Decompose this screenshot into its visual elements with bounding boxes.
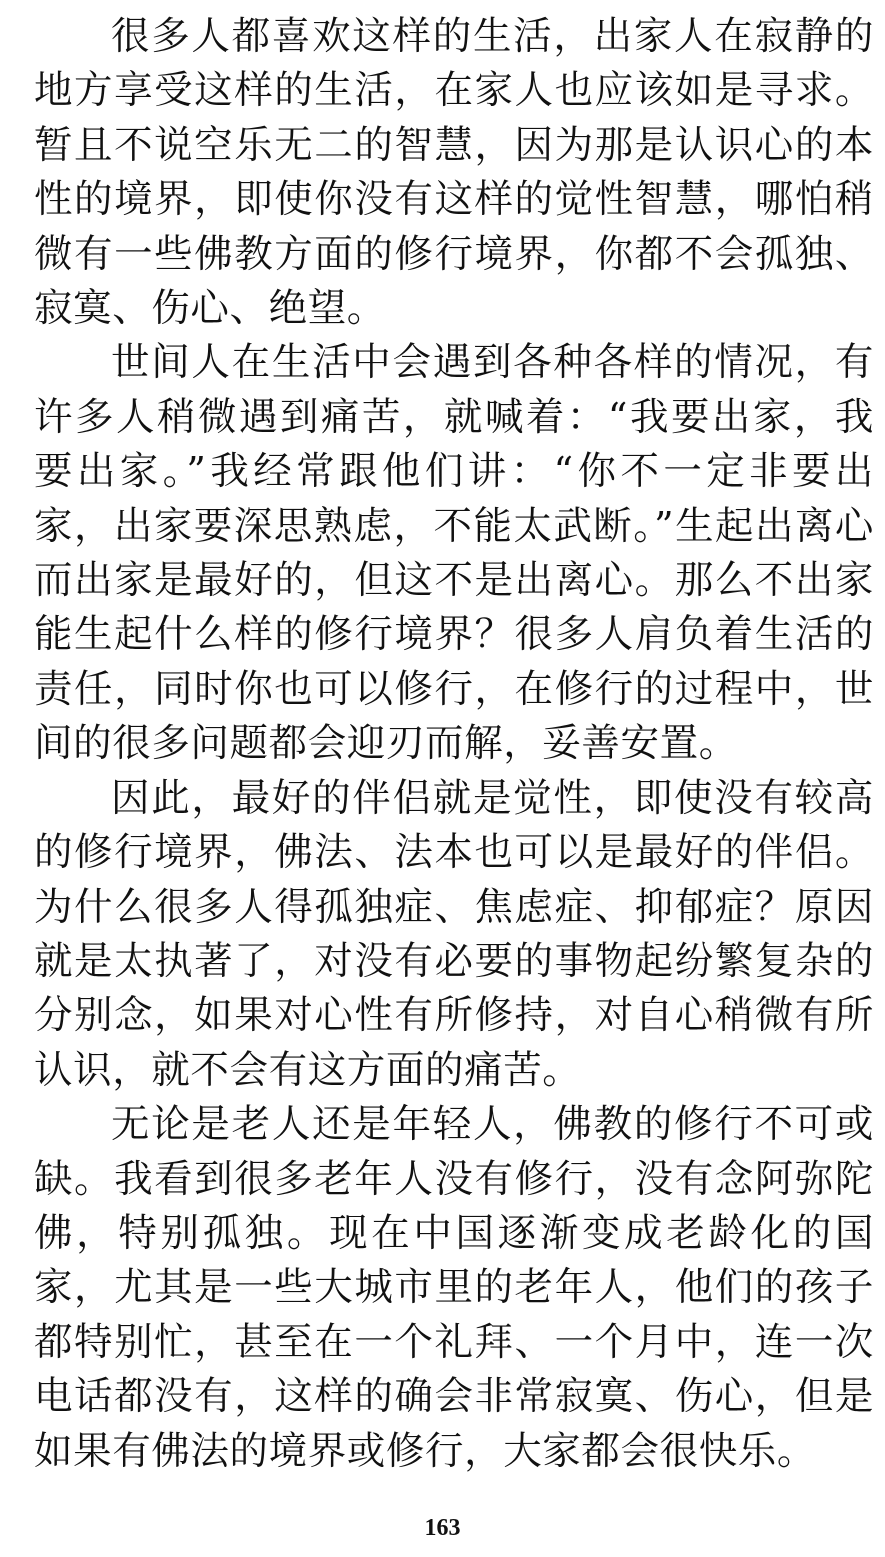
- paragraph-2: 世间人在生活中会遇到各种各样的情况，有许多人稍微遇到痛苦，就喊着：“我要出家，我要出家。”我经常跟他们讲：“你不一定非要出家，出家要深思熟虑，不能太武断。”生起出离心而出家是最好的，但这不是出离心。那么不出家能生起什么样的修行境界？很多人肩负着生活的责任，同时你也可以修行，在修行的过程中，世间的很多问题都会迎刃而解，妥善安置。: [34, 340, 874, 767]
- page-number: 163: [424, 1515, 461, 1541]
- paragraph-1: 很多人都喜欢这样的生活，出家人在寂静的地方享受这样的生活，在家人也应该如是寻求。暂且不说空乐无二的智慧，因为那是认识心的本性的境界，即使你没有这样的觉性智慧，哪怕稍微有一些佛教方面的修行境界，你都不会孤独、寂寞、伤心、绝望。: [34, 14, 874, 332]
- paragraph-4: 无论是老人还是年轻人，佛教的修行不可或缺。我看到很多老年人没有修行，没有念阿弥陀佛，特别孤独。现在中国逐渐变成老龄化的国家，尤其是一些大城市里的老年人，他们的孩子都特别忙，甚至在一个礼拜、一个月中，连一次电话都没有，这样的确会非常寂寞、伤心，但是如果有佛法的境界或修行，大家都会很快乐。: [34, 1102, 874, 1474]
- paragraph-3: 因此，最好的伴侣就是觉性，即使没有较高的修行境界，佛法、法本也可以是最好的伴侣。为什么很多人得孤独症、焦虑症、抑郁症？原因就是太执著了，对没有必要的事物起纷繁复杂的分别念，如果对心性有所修持，对自心稍微有所认识，就不会有这方面的痛苦。: [34, 775, 874, 1093]
- page-body: [34, 10, 874, 1479]
